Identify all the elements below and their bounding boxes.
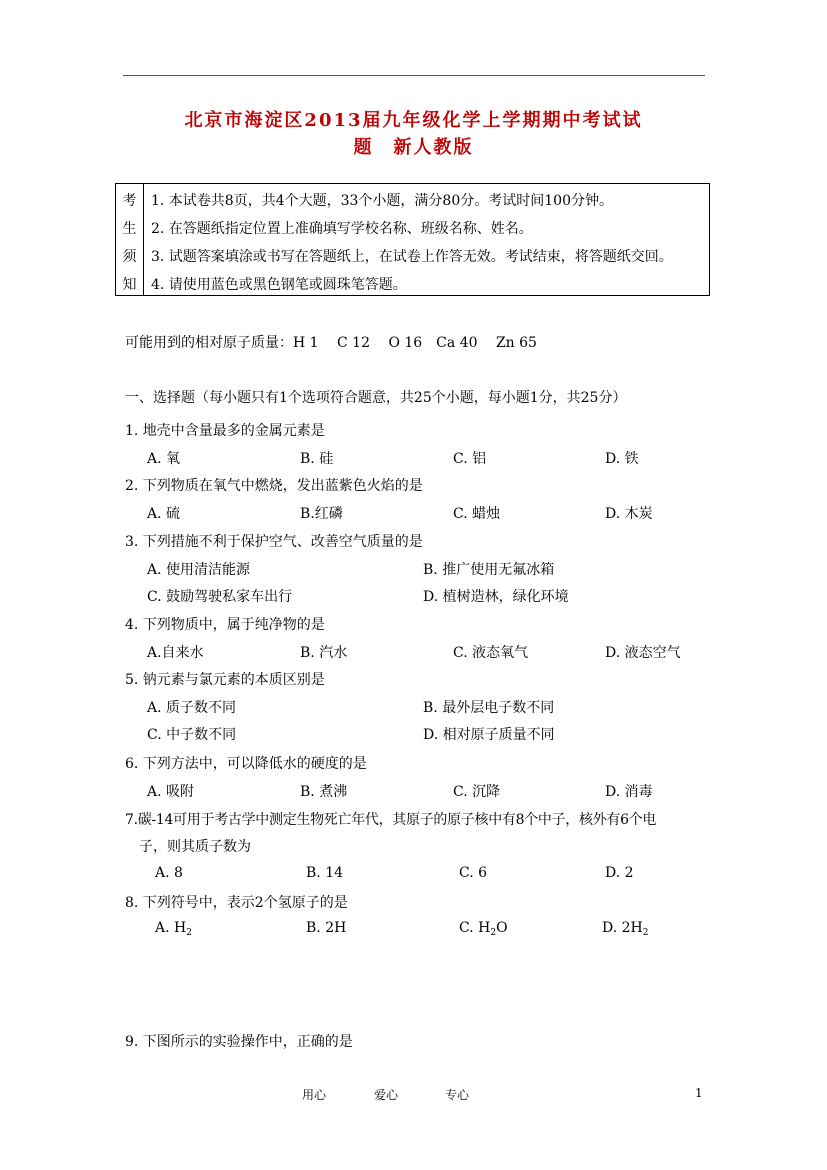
option-b: B.红磷 bbox=[300, 506, 343, 522]
option-c: C. 鼓励驾驶私家车出行 bbox=[147, 589, 293, 605]
option-a: A. 使用清洁能源 bbox=[147, 562, 251, 578]
option-d bbox=[602, 920, 648, 938]
option-c-text: C. H bbox=[459, 920, 491, 936]
option-c: C. 蜡烛 bbox=[453, 506, 501, 522]
question-stem: 9. 下图所示的实验操作中，正确的是 bbox=[125, 1034, 353, 1050]
option-b: B. 煮沸 bbox=[300, 784, 348, 800]
option-a: A. 8 bbox=[155, 865, 183, 881]
option-d: D. 2 bbox=[605, 865, 634, 881]
page-number: 1 bbox=[695, 1086, 703, 1100]
document-title-line2: 题 新人教版 bbox=[353, 137, 474, 158]
footer-slogan: 爱心 bbox=[374, 1088, 399, 1102]
notice-item: 1. 本试卷共8页，共4个大题，33个小题，满分80分。考试时间100分钟。 bbox=[151, 193, 613, 209]
question-stem: 6. 下列方法中，可以降低水的硬度的是 bbox=[125, 756, 367, 772]
notice-label-char: 知 bbox=[122, 277, 137, 293]
notice-item: 3. 试题答案填涂或书写在答题纸上，在试卷上作答无效。考试结束，将答题纸交回。 bbox=[151, 249, 673, 265]
exam-notice-box bbox=[115, 183, 710, 296]
option-a-text: A. H bbox=[155, 920, 187, 936]
question-stem-continued: 子，则其质子数为 bbox=[139, 839, 251, 855]
option-b: B. 2H bbox=[306, 920, 347, 936]
footer-slogan: 专心 bbox=[445, 1088, 470, 1102]
option-c: C. 6 bbox=[459, 865, 488, 881]
option-b: B. 汽水 bbox=[300, 645, 348, 661]
question-stem: 1. 地壳中含量最多的金属元素是 bbox=[125, 423, 325, 439]
option-d: D. 铁 bbox=[605, 451, 639, 467]
option-d: D. 木炭 bbox=[605, 506, 653, 522]
option-d: D. 液态空气 bbox=[605, 645, 681, 661]
option-a: A. 吸附 bbox=[147, 784, 195, 800]
option-d: D. 植树造林，绿化环境 bbox=[423, 589, 569, 605]
notice-item: 4. 请使用蓝色或黑色钢笔或圆珠笔答题。 bbox=[151, 277, 407, 293]
document-title: 北京市海淀区2013届九年级化学上学期期中考试试 bbox=[184, 110, 643, 131]
option-c: C. 中子数不同 bbox=[147, 727, 237, 743]
question-stem: 2. 下列物质在氧气中燃烧，发出蓝紫色火焰的是 bbox=[125, 478, 423, 494]
question-stem: 3. 下列措施不利于保护空气、改善空气质量的是 bbox=[125, 534, 423, 550]
header-rule bbox=[123, 75, 705, 76]
option-b: B. 硅 bbox=[300, 451, 334, 467]
option-a: A. 质子数不同 bbox=[147, 700, 237, 716]
option-c-suffix: O bbox=[496, 920, 508, 936]
option-a bbox=[155, 920, 192, 938]
atomic-masses: 可能用到的相对原子质量：H 1 C 12 O 16 Ca 40 Zn 65 bbox=[125, 335, 537, 351]
option-d-subscript: 2 bbox=[642, 928, 649, 938]
notice-label-char: 生 bbox=[122, 221, 137, 237]
option-d-text: D. 2H bbox=[602, 920, 643, 936]
option-a: A. 硫 bbox=[147, 506, 181, 522]
question-stem: 5. 钠元素与氯元素的本质区别是 bbox=[125, 672, 325, 688]
option-a: A. 氧 bbox=[147, 451, 181, 467]
option-a-subscript: 2 bbox=[186, 928, 192, 938]
question-stem: 7.碳-14可用于考古学中测定生物死亡年代，其原子的原子核中有8个中子，核外有6个电 bbox=[125, 812, 657, 828]
option-c-subscript: 2 bbox=[490, 928, 497, 938]
option-d: D. 消毒 bbox=[605, 784, 653, 800]
option-b: B. 14 bbox=[306, 865, 344, 881]
question-stem: 8. 下列符号中，表示2个氢原子的是 bbox=[125, 895, 348, 911]
option-d: D. 相对原子质量不同 bbox=[423, 727, 555, 743]
option-c: C. 铝 bbox=[453, 451, 487, 467]
option-b: B. 最外层电子数不同 bbox=[423, 700, 555, 716]
option-a: A.自来水 bbox=[147, 645, 204, 661]
notice-label-char: 须 bbox=[122, 249, 137, 265]
notice-label-column bbox=[116, 184, 144, 295]
question-stem: 4. 下列物质中，属于纯净物的是 bbox=[125, 617, 325, 633]
option-c bbox=[459, 920, 508, 938]
section-heading: 一、选择题（每小题只有1个选项符合题意，共25个小题，每小题1分，共25分） bbox=[125, 390, 627, 406]
option-c: C. 液态氧气 bbox=[453, 645, 529, 661]
notice-item: 2. 在答题纸指定位置上准确填写学校名称、班级名称、姓名。 bbox=[151, 221, 533, 237]
option-c: C. 沉降 bbox=[453, 784, 501, 800]
footer-slogan: 用心 bbox=[302, 1088, 327, 1102]
option-b: B. 推广使用无氟冰箱 bbox=[423, 562, 555, 578]
notice-label-char: 考 bbox=[122, 193, 137, 209]
